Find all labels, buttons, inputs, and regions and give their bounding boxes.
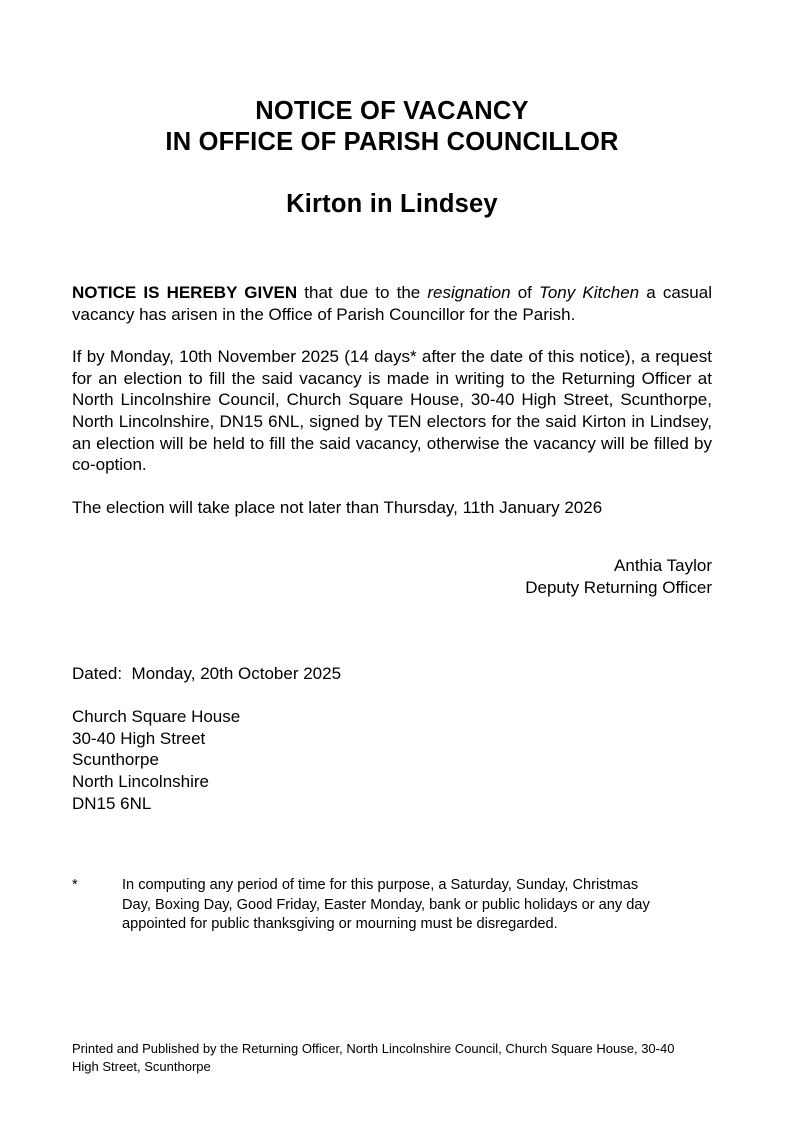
vacancy-reason: resignation xyxy=(427,283,511,302)
parish-heading xyxy=(72,189,712,220)
document-footer: Printed and Published by the Returning Officer, North Lincolnshire Council, Church Square House, 30-40 High Street, Scunthorpe xyxy=(72,1041,675,1074)
page-title-line-1: NOTICE OF VACANCY xyxy=(255,97,529,125)
document-heading xyxy=(72,96,712,158)
paragraph-election-date: The election will take place not later than Thursday, 11th January 2026 xyxy=(72,497,603,517)
footnote xyxy=(72,876,662,935)
page-title-line-2: IN OFFICE OF PARISH COUNCILLOR xyxy=(165,128,619,156)
signatory-name: Anthia Taylor xyxy=(614,556,712,576)
notice-given-text-a: that due to the xyxy=(297,283,428,302)
notice-given-text-c: a casual vacancy has arisen in the Office of Parish Councillor for the Parish. xyxy=(72,283,712,324)
parish-name: Kirton in Lindsey xyxy=(286,190,498,218)
dated-line: Dated: Monday, 20th October 2025 xyxy=(72,663,342,683)
footnote-marker: * xyxy=(72,877,78,894)
signature-block xyxy=(72,555,712,598)
notice-given-lead: NOTICE IS HEREBY GIVEN xyxy=(72,283,298,302)
former-councillor-name: Tony Kitchen xyxy=(539,283,640,302)
address-line-5: DN15 6NL xyxy=(72,793,152,813)
address-line-1: Church Square House xyxy=(72,707,241,727)
signatory-role: Deputy Returning Officer xyxy=(525,577,712,597)
footnote-text: In computing any period of time for this purpose, a Saturday, Sunday, Christmas Day, Boxing Day, Good Friday, Easter Monday, bank or public holidays or any day appointed for public thanksgiving or mourning must be disregarded. xyxy=(122,877,650,933)
notice-given-text-b: of xyxy=(510,283,540,302)
document-content xyxy=(72,0,712,935)
paragraph-notice-given xyxy=(72,282,712,325)
address-line-3: Scunthorpe xyxy=(72,750,159,770)
paragraph-election-request: If by Monday, 10th November 2025 (14 days* after the date of this notice), a request for an election to fill the said vacancy is made in writing to the Returning Officer at North Lincolnshire Council, Church Square House, 30-40 High Street, Scunthorpe, North Lincolnshire, DN15 6NL, signed by TEN electors for the said Kirton in Lindsey, an election will be held to fill the said vacancy, otherwise the vacancy will be filled by co-option. xyxy=(72,347,712,475)
document-body xyxy=(72,282,712,518)
address-line-2: 30-40 High Street xyxy=(72,728,206,748)
issuing-address xyxy=(72,706,712,814)
address-line-4: North Lincolnshire xyxy=(72,771,210,791)
